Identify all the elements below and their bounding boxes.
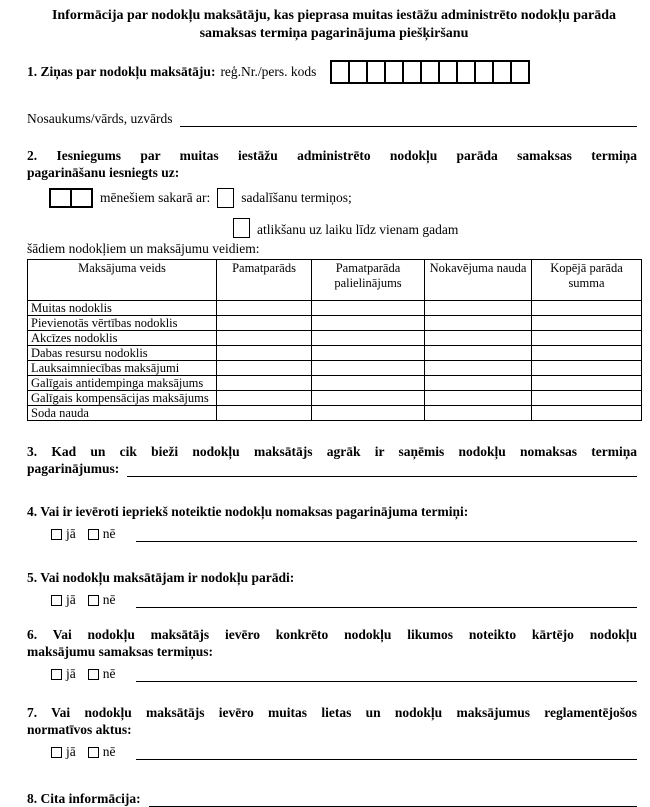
- months-digit-cell[interactable]: [49, 188, 72, 208]
- table-header-row: [28, 260, 642, 301]
- section1-heading: 1. Ziņas par nodokļu maksātāju:: [27, 64, 216, 79]
- amount-cell[interactable]: [312, 346, 425, 361]
- no-label: nē: [102, 744, 116, 759]
- reg-digit-cell[interactable]: [492, 60, 512, 84]
- reg-digit-cell[interactable]: [438, 60, 458, 84]
- section6-answer-row: [51, 663, 637, 682]
- amount-cell[interactable]: [217, 316, 312, 331]
- section2-heading: [27, 147, 637, 181]
- section7-answer-row: [51, 741, 637, 760]
- reg-digit-cell[interactable]: [420, 60, 440, 84]
- amount-cell[interactable]: [312, 376, 425, 391]
- table-row: [28, 346, 642, 361]
- section5: [27, 569, 637, 608]
- section6-input-line[interactable]: [136, 665, 638, 682]
- reg-digit-cell[interactable]: [456, 60, 476, 84]
- amount-cell[interactable]: [532, 301, 642, 316]
- section8-heading: 8. Cita informācija:: [27, 791, 141, 806]
- tax-types-table: [27, 259, 642, 421]
- no-label: nē: [102, 526, 116, 541]
- months-digit-cell[interactable]: [70, 188, 93, 208]
- section6: [27, 626, 637, 682]
- table-row: [28, 316, 642, 331]
- amount-cell[interactable]: [217, 346, 312, 361]
- section7-heading-line2: normatīvos aktus:: [27, 722, 132, 737]
- section3-heading-line2: pagarinājumus:: [27, 461, 120, 476]
- column-header: Nokavējuma nauda: [425, 260, 532, 301]
- amount-cell[interactable]: [532, 406, 642, 421]
- form-title: Informācija par nodokļu maksātāju, kas pieprasa muitas iestāžu administrēto nodokļu parāda samaksas termiņa pagarinājuma piešķiršanu: [51, 8, 617, 41]
- amount-cell[interactable]: [217, 361, 312, 376]
- section7-heading-line1: 7. Vai nodokļu maksātājs ievēro muitas lietas un nodokļu maksājumus reglamentējošos: [27, 705, 637, 720]
- amount-cell[interactable]: [425, 346, 532, 361]
- reg-digit-cell[interactable]: [474, 60, 494, 84]
- payment-type-cell: Galīgais antidempinga maksājums: [28, 376, 217, 391]
- column-header: Kopējā parāda summa: [532, 260, 642, 301]
- reg-digit-cell[interactable]: [384, 60, 404, 84]
- payment-type-cell: Soda nauda: [28, 406, 217, 421]
- section3-heading-line1: 3. Kad un cik bieži nodokļu maksātājs agrāk ir saņēmis nodokļu nomaksas termiņa: [27, 444, 637, 459]
- amount-cell[interactable]: [425, 406, 532, 421]
- amount-cell[interactable]: [532, 316, 642, 331]
- name-row: [27, 107, 637, 127]
- section1-row: [27, 59, 637, 85]
- split-terms-checkbox[interactable]: [217, 188, 234, 208]
- amount-cell[interactable]: [425, 361, 532, 376]
- section3: [27, 443, 637, 477]
- amount-cell[interactable]: [532, 346, 642, 361]
- section2-heading-line1: 2. Iesniegums par muitas iestāžu administrēto nodokļu parāda samaksas termiņa: [27, 148, 637, 163]
- table-row: [28, 391, 642, 406]
- section8-input-line[interactable]: [149, 790, 637, 807]
- no-checkbox[interactable]: [88, 669, 99, 680]
- section4-heading: 4. Vai ir ievēroti iepriekš noteiktie nodokļu nomaksas pagarinājuma termiņi:: [27, 504, 469, 519]
- section5-input-line[interactable]: [136, 591, 638, 608]
- section6-heading-line2: maksājumu samaksas termiņus:: [27, 644, 214, 659]
- payment-type-cell: Akcīzes nodoklis: [28, 331, 217, 346]
- section5-heading: 5. Vai nodokļu maksātājam ir nodokļu parādi:: [27, 570, 295, 585]
- amount-cell[interactable]: [217, 331, 312, 346]
- section2-heading-line2: pagarināšanu iesniegts uz:: [27, 165, 180, 180]
- yes-checkbox[interactable]: [51, 595, 62, 606]
- section4-answer-row: [51, 523, 637, 542]
- section8: [27, 787, 637, 807]
- section4: [27, 503, 637, 542]
- yes-label: jā: [66, 744, 76, 759]
- table-body: [28, 301, 642, 421]
- reg-digit-cell[interactable]: [330, 60, 350, 84]
- amount-cell[interactable]: [312, 391, 425, 406]
- no-label: nē: [102, 666, 116, 681]
- amount-cell[interactable]: [217, 376, 312, 391]
- no-checkbox[interactable]: [88, 595, 99, 606]
- amount-cell[interactable]: [312, 406, 425, 421]
- yes-label: jā: [66, 592, 76, 607]
- reg-digit-cell[interactable]: [402, 60, 422, 84]
- defer-label: atlikšanu uz laiku līdz vienam gadam: [257, 222, 459, 237]
- months-count-boxes: [49, 188, 93, 208]
- table-row: [28, 376, 642, 391]
- amount-cell[interactable]: [425, 391, 532, 406]
- amount-cell[interactable]: [532, 376, 642, 391]
- no-label: nē: [102, 592, 116, 607]
- amount-cell[interactable]: [312, 301, 425, 316]
- amount-cell[interactable]: [425, 376, 532, 391]
- reg-digit-cell[interactable]: [510, 60, 530, 84]
- payment-type-cell: Galīgais kompensācijas maksājums: [28, 391, 217, 406]
- split-terms-label: sadalīšanu termiņos;: [241, 190, 352, 205]
- amount-cell[interactable]: [217, 301, 312, 316]
- column-header: Maksājuma veids: [28, 260, 217, 301]
- table-row: [28, 331, 642, 346]
- section5-answer-row: [51, 589, 637, 608]
- yes-checkbox[interactable]: [51, 669, 62, 680]
- months-label: mēnešiem sakarā ar:: [100, 190, 211, 205]
- yes-checkbox[interactable]: [51, 747, 62, 758]
- column-header: Pamatparāds: [217, 260, 312, 301]
- defer-checkbox[interactable]: [233, 218, 250, 238]
- table-row: [28, 361, 642, 376]
- table-row: [28, 406, 642, 421]
- name-input-line[interactable]: [180, 110, 637, 127]
- amount-cell[interactable]: [532, 331, 642, 346]
- section3-heading: [27, 443, 637, 477]
- amount-cell[interactable]: [217, 391, 312, 406]
- reg-digit-cell[interactable]: [366, 60, 386, 84]
- reg-number-label: reģ.Nr./pers. kods: [220, 64, 317, 79]
- reg-digit-cell[interactable]: [348, 60, 368, 84]
- reg-number-grid: [330, 60, 530, 84]
- section7: [27, 704, 637, 760]
- amount-cell[interactable]: [425, 301, 532, 316]
- amount-cell[interactable]: [312, 316, 425, 331]
- section6-heading-line1: 6. Vai nodokļu maksātājs ievēro konkrēto nodokļu likumos noteikto kārtējo nodokļu: [27, 627, 637, 642]
- payment-type-cell: Dabas resursu nodoklis: [28, 346, 217, 361]
- yes-label: jā: [66, 526, 76, 541]
- section3-input-line[interactable]: [127, 460, 637, 477]
- amount-cell[interactable]: [425, 331, 532, 346]
- column-header: Pamatparāda palielinājums: [312, 260, 425, 301]
- amount-cell[interactable]: [532, 361, 642, 376]
- amount-cell[interactable]: [425, 316, 532, 331]
- section6-heading: [27, 626, 637, 660]
- table-intro: šādiem nodokļiem un maksājumu veidiem:: [27, 241, 260, 256]
- section4-input-line[interactable]: [136, 525, 638, 542]
- payment-type-cell: Pievienotās vērtības nodoklis: [28, 316, 217, 331]
- payment-type-cell: Lauksaimniecības maksājumi: [28, 361, 217, 376]
- yes-label: jā: [66, 666, 76, 681]
- amount-cell[interactable]: [312, 331, 425, 346]
- payment-type-cell: Muitas nodoklis: [28, 301, 217, 316]
- amount-cell[interactable]: [217, 406, 312, 421]
- no-checkbox[interactable]: [88, 529, 99, 540]
- months-option-row: [49, 187, 637, 209]
- no-checkbox[interactable]: [88, 747, 99, 758]
- amount-cell[interactable]: [312, 361, 425, 376]
- defer-option-row: [233, 216, 637, 238]
- section7-input-line[interactable]: [136, 743, 638, 760]
- name-label: Nosaukums/vārds, uzvārds: [27, 111, 173, 126]
- section7-heading: [27, 704, 637, 738]
- table-row: [28, 301, 642, 316]
- amount-cell[interactable]: [532, 391, 642, 406]
- yes-checkbox[interactable]: [51, 529, 62, 540]
